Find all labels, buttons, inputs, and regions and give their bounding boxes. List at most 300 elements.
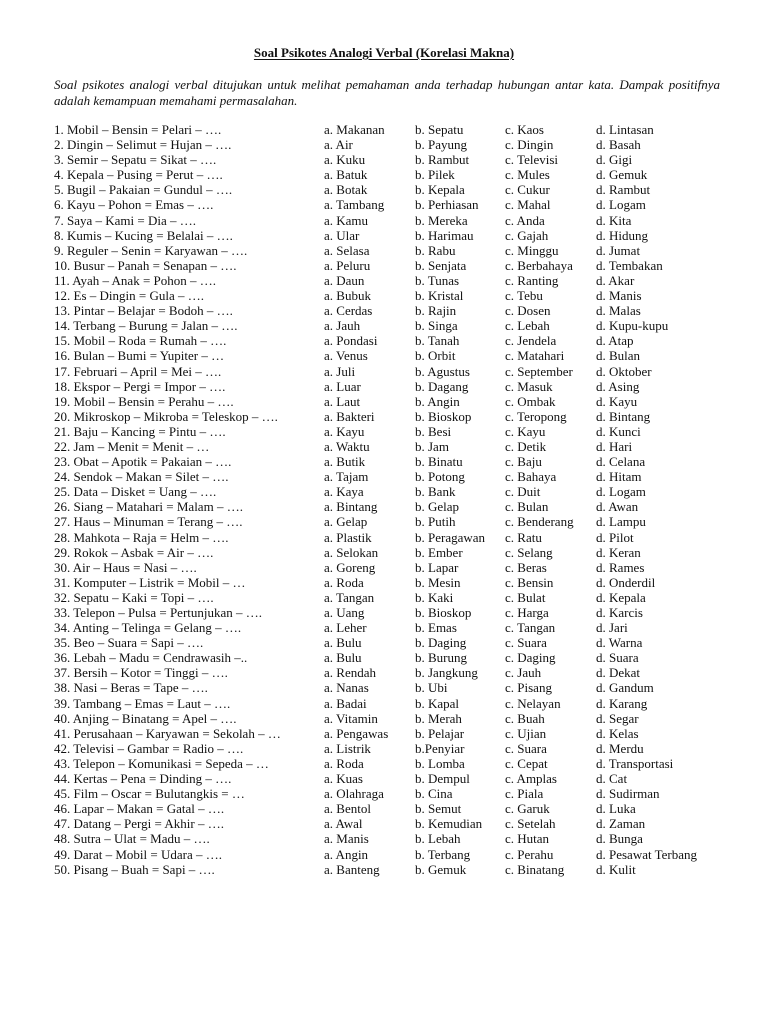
option-a: a. Pondasi — [324, 333, 378, 349]
question-text: 27. Haus – Minuman = Terang – …. — [54, 514, 243, 530]
question-text: 2. Dingin – Selimut = Hujan – …. — [54, 137, 232, 153]
option-a: a. Luar — [324, 378, 361, 394]
option-d: d. Pilot — [596, 529, 634, 545]
option-a: a. Kuas — [324, 771, 363, 787]
option-b: b. Semut — [415, 801, 462, 817]
option-c: c. Binatang — [505, 861, 565, 877]
option-b: b. Tunas — [415, 272, 460, 288]
question-row — [0, 726, 768, 741]
option-b: b. Binatu — [415, 454, 463, 470]
option-a: a. Roda — [324, 574, 364, 590]
option-d: d. Dekat — [596, 665, 641, 681]
option-d: d. Awan — [596, 499, 639, 515]
option-b: b. Pelajar — [415, 725, 465, 741]
option-b: b. Potong — [415, 469, 465, 485]
option-c: c. Amplas — [505, 771, 557, 787]
option-d: d. Akar — [596, 272, 635, 288]
option-b: b. Besi — [415, 423, 452, 439]
option-d: d. Kulit — [596, 861, 636, 877]
question-text: 23. Obat – Apotik = Pakaian – …. — [54, 454, 232, 470]
option-c: c. Mahal — [505, 197, 551, 213]
question-text: 22. Jam – Menit = Menit – … — [54, 438, 210, 454]
option-d: d. Rambut — [596, 182, 651, 198]
option-c: c. Berbahaya — [505, 257, 573, 273]
option-d: d. Keran — [596, 544, 641, 560]
option-a: a. Banteng — [324, 861, 380, 877]
option-d: d. Rames — [596, 559, 645, 575]
question-text: 36. Lebah – Madu = Cendrawasih –.. — [54, 650, 248, 666]
option-d: d. Bulan — [596, 348, 641, 364]
option-c: c. Setelah — [505, 816, 556, 832]
option-a: a. Leher — [324, 620, 367, 636]
question-row — [0, 831, 768, 846]
option-a: a. Kayu — [324, 423, 365, 439]
option-c: c. Matahari — [505, 348, 565, 364]
question-text: 9. Reguler – Senin = Karyawan – …. — [54, 242, 248, 258]
option-d: d. Manis — [596, 288, 642, 304]
option-b: b. Agustus — [415, 363, 470, 379]
option-c: c. Detik — [505, 438, 547, 454]
option-c: c. Baju — [505, 454, 542, 470]
option-d: d. Basah — [596, 137, 641, 153]
question-text: 46. Lapar – Makan = Gatal – …. — [54, 801, 225, 817]
option-b: b. Dempul — [415, 771, 470, 787]
question-row — [0, 771, 768, 786]
question-row — [0, 258, 768, 273]
question-row — [0, 862, 768, 877]
option-b: b. Gelap — [415, 499, 460, 515]
question-row — [0, 801, 768, 816]
question-row — [0, 665, 768, 680]
option-b: b. Daging — [415, 635, 467, 651]
option-c: c. Jendela — [505, 333, 557, 349]
question-row — [0, 575, 768, 590]
question-row — [0, 379, 768, 394]
question-row — [0, 711, 768, 726]
option-c: c. Jauh — [505, 665, 542, 681]
option-a: a. Plastik — [324, 529, 372, 545]
option-d: d. Oktober — [596, 363, 652, 379]
option-d: d. Pesawat Terbang — [596, 846, 698, 862]
option-d: d. Gigi — [596, 152, 633, 168]
option-c: c. Perahu — [505, 846, 554, 862]
option-b: b. Lebah — [415, 831, 461, 847]
option-d: d. Luka — [596, 801, 636, 817]
question-text: 24. Sendok – Makan = Silet – …. — [54, 469, 229, 485]
option-c: c. Anda — [505, 212, 545, 228]
option-d: d. Gandum — [596, 680, 654, 696]
option-d: d. Onderdil — [596, 574, 656, 590]
option-c: c. Cukur — [505, 182, 550, 198]
option-d: d. Asing — [596, 378, 640, 394]
option-b: b.Penyiar — [415, 740, 465, 756]
option-d: d. Kepala — [596, 589, 646, 605]
question-row — [0, 122, 768, 137]
option-a: a. Jauh — [324, 318, 361, 334]
option-c: c. Garuk — [505, 801, 550, 817]
option-a: a. Kuku — [324, 152, 366, 168]
question-row — [0, 424, 768, 439]
option-c: c. Nelayan — [505, 695, 561, 711]
question-text: 16. Bulan – Bumi = Yupiter – … — [54, 348, 225, 364]
option-a: a. Juli — [324, 363, 356, 379]
question-text: 12. Es – Dingin = Gula – …. — [54, 288, 204, 304]
option-b: b. Perhiasan — [415, 197, 479, 213]
question-text: 40. Anjing – Binatang = Apel – …. — [54, 710, 237, 726]
option-b: b. Cina — [415, 786, 453, 802]
question-text: 5. Bugil – Pakaian = Gundul – …. — [54, 182, 233, 198]
question-text: 30. Air – Haus = Nasi – …. — [54, 559, 197, 575]
option-a: a. Selokan — [324, 544, 379, 560]
question-list — [0, 122, 768, 877]
option-d: d. Kita — [596, 212, 632, 228]
intro-paragraph: Soal psikotes analogi verbal ditujukan untuk melihat pemahaman anda terhadap hubungan antar kata. Dampak positifnya adalah kemampuan memahami permasalahan. — [54, 77, 720, 108]
option-b: b. Peragawan — [415, 529, 486, 545]
option-a: a. Listrik — [324, 740, 371, 756]
question-row — [0, 243, 768, 258]
question-text: 25. Data – Disket = Uang – …. — [54, 484, 217, 500]
option-a: a. Bentol — [324, 801, 371, 817]
option-b: b. Kaki — [415, 589, 454, 605]
option-d: d. Hari — [596, 438, 633, 454]
option-a: a. Vitamin — [324, 710, 378, 726]
question-text: 34. Anting – Telinga = Gelang – …. — [54, 620, 242, 636]
question-row — [0, 620, 768, 635]
question-row — [0, 137, 768, 152]
question-row — [0, 680, 768, 695]
option-b: b. Jam — [415, 438, 449, 454]
option-a: a. Tajam — [324, 469, 369, 485]
question-text: 3. Semir – Sepatu = Sikat – …. — [54, 152, 217, 168]
option-b: b. Kapal — [415, 695, 460, 711]
question-text: 21. Baju – Kancing = Pintu – …. — [54, 423, 226, 439]
option-b: b. Burung — [415, 650, 467, 666]
option-c: c. Benderang — [505, 514, 574, 530]
question-row — [0, 605, 768, 620]
option-d: d. Kayu — [596, 393, 638, 409]
option-c: c. Tangan — [505, 620, 556, 636]
question-row — [0, 228, 768, 243]
option-c: c. Suara — [505, 635, 547, 651]
question-row — [0, 847, 768, 862]
question-text: 13. Pintar – Belajar = Bodoh – …. — [54, 303, 233, 319]
document-title: Soal Psikotes Analogi Verbal (Korelasi Makna) — [253, 45, 515, 60]
option-a: a. Selasa — [324, 242, 370, 258]
option-c: c. Harga — [505, 605, 549, 620]
option-b: b. Emas — [415, 620, 457, 636]
option-d: d. Karang — [596, 695, 648, 711]
option-c: c. Pisang — [505, 680, 552, 696]
option-d: d. Lintasan — [596, 122, 654, 137]
question-text: 26. Siang – Matahari = Malam – …. — [54, 499, 243, 515]
option-c: c. Piala — [505, 786, 544, 802]
option-b: b. Pilek — [415, 167, 455, 183]
question-row — [0, 484, 768, 499]
option-b: b. Bioskop — [415, 408, 472, 424]
question-text: 49. Darat – Mobil = Udara – …. — [54, 846, 222, 862]
question-text: 50. Pisang – Buah = Sapi – …. — [54, 861, 215, 877]
option-b: b. Bank — [415, 484, 456, 500]
option-b: b. Lapar — [415, 559, 459, 575]
option-c: c. Masuk — [505, 378, 553, 394]
option-d: d. Celana — [596, 454, 646, 470]
question-row — [0, 530, 768, 545]
option-d: d. Hitam — [596, 469, 642, 485]
question-row — [0, 197, 768, 212]
question-row — [0, 454, 768, 469]
option-d: d. Sudirman — [596, 786, 660, 802]
option-b: b. Rambut — [415, 152, 470, 168]
option-d: d. Kunci — [596, 423, 641, 439]
option-d: d. Transportasi — [596, 755, 674, 771]
question-row — [0, 650, 768, 665]
option-b: b. Jangkung — [415, 665, 478, 681]
option-d: d. Merdu — [596, 740, 644, 756]
option-c: c. Kayu — [505, 423, 546, 439]
option-c: c. Lebah — [505, 318, 550, 334]
option-d: d. Karcis — [596, 605, 643, 620]
option-a: a. Daun — [324, 272, 365, 288]
option-c: c. Duit — [505, 484, 541, 500]
question-row — [0, 741, 768, 756]
question-row — [0, 167, 768, 182]
option-a: a. Butik — [324, 454, 366, 470]
option-b: b. Kristal — [415, 288, 464, 304]
question-row — [0, 439, 768, 454]
option-d: d. Bintang — [596, 408, 651, 424]
question-text: 8. Kumis – Kucing = Belalai – …. — [54, 227, 233, 243]
option-b: b. Bioskop — [415, 605, 472, 620]
option-c: c. Tebu — [505, 288, 543, 304]
option-c: c. Selang — [505, 544, 553, 560]
option-c: c. September — [505, 363, 573, 379]
question-text: 31. Komputer – Listrik = Mobil – … — [54, 574, 246, 590]
question-row — [0, 635, 768, 650]
option-a: a. Peluru — [324, 257, 371, 273]
option-a: a. Uang — [324, 605, 365, 620]
option-b: b. Rajin — [415, 303, 457, 319]
option-d: d. Malas — [596, 303, 641, 319]
option-b: b. Putih — [415, 514, 456, 530]
option-a: a. Ular — [324, 227, 360, 243]
option-a: a. Kamu — [324, 212, 369, 228]
option-a: a. Bulu — [324, 635, 362, 651]
question-text: 15. Mobil – Roda = Rumah – …. — [54, 333, 227, 349]
question-text: 19. Mobil – Bensin = Perahu – …. — [54, 393, 234, 409]
question-row — [0, 364, 768, 379]
option-c: c. Televisi — [505, 152, 559, 168]
option-d: d. Kupu-kupu — [596, 318, 669, 334]
question-text: 42. Televisi – Gambar = Radio – …. — [54, 740, 244, 756]
option-a: a. Tangan — [324, 589, 375, 605]
option-c: c. Bensin — [505, 574, 554, 590]
option-b: b. Senjata — [415, 257, 467, 273]
question-row — [0, 756, 768, 771]
option-a: a. Kaya — [324, 484, 364, 500]
option-d: d. Logam — [596, 197, 646, 213]
question-text: 32. Sepatu – Kaki = Topi – …. — [54, 589, 214, 605]
option-c: c. Beras — [505, 559, 547, 575]
question-row — [0, 514, 768, 529]
option-a: a. Goreng — [324, 559, 376, 575]
option-a: a. Batuk — [324, 167, 368, 183]
question-text: 39. Tambang – Emas = Laut – …. — [54, 695, 231, 711]
question-text: 38. Nasi – Beras = Tape – …. — [54, 680, 208, 696]
option-a: a. Cerdas — [324, 303, 373, 319]
question-row — [0, 499, 768, 514]
option-b: b. Singa — [415, 318, 458, 334]
question-text: 14. Terbang – Burung = Jalan – …. — [54, 318, 238, 334]
option-a: a. Gelap — [324, 514, 368, 530]
option-a: a. Tambang — [324, 197, 385, 213]
question-text: 37. Bersih – Kotor = Tinggi – …. — [54, 665, 228, 681]
question-row — [0, 333, 768, 348]
question-text: 18. Ekspor – Pergi = Impor – …. — [54, 378, 226, 394]
option-d: d. Cat — [596, 771, 628, 787]
option-a: a. Bulu — [324, 650, 362, 666]
question-text: 6. Kayu – Pohon = Emas – …. — [54, 197, 214, 213]
option-a: a. Venus — [324, 348, 368, 364]
question-text: 43. Telepon – Komunikasi = Sepeda – … — [54, 755, 269, 771]
option-b: b. Rabu — [415, 242, 456, 258]
option-c: c. Ratu — [505, 529, 542, 545]
question-row — [0, 786, 768, 801]
option-b: b. Lomba — [415, 755, 465, 771]
question-text: 45. Film – Oscar = Bulutangkis = … — [54, 786, 245, 802]
question-text: 28. Mahkota – Raja = Helm – …. — [54, 529, 229, 545]
option-a: a. Botak — [324, 182, 368, 198]
option-d: d. Suara — [596, 650, 639, 666]
option-c: c. Bulan — [505, 499, 549, 515]
question-row — [0, 696, 768, 711]
question-row — [0, 318, 768, 333]
question-row — [0, 182, 768, 197]
option-b: b. Ubi — [415, 680, 448, 696]
question-text: 11. Ayah – Anak = Pohon – …. — [54, 272, 217, 288]
option-c: c. Ombak — [505, 393, 556, 409]
option-a: a. Bubuk — [324, 288, 371, 304]
question-row — [0, 152, 768, 167]
question-text: 47. Datang – Pergi = Akhir – …. — [54, 816, 224, 832]
option-b: b. Mereka — [415, 212, 468, 228]
question-row — [0, 348, 768, 363]
option-b: b. Kepala — [415, 182, 465, 198]
option-a: a. Nanas — [324, 680, 369, 696]
option-b: b. Kemudian — [415, 816, 483, 832]
option-b: b. Orbit — [415, 348, 456, 364]
option-d: d. Kelas — [596, 725, 639, 741]
question-row — [0, 560, 768, 575]
question-text: 10. Busur – Panah = Senapan – …. — [54, 257, 237, 273]
option-a: a. Roda — [324, 755, 364, 771]
option-b: b. Payung — [415, 137, 467, 153]
option-c: c. Hutan — [505, 831, 550, 847]
option-a: a. Laut — [324, 393, 361, 409]
option-a: a. Olahraga — [324, 786, 384, 802]
option-a: a. Bakteri — [324, 408, 375, 424]
option-a: a. Makanan — [324, 122, 385, 137]
question-text: 1. Mobil – Bensin = Pelari – …. — [54, 122, 222, 137]
option-a: a. Rendah — [324, 665, 376, 681]
option-d: d. Tembakan — [596, 257, 663, 273]
option-c: c. Ranting — [505, 272, 559, 288]
question-row — [0, 469, 768, 484]
question-text: 41. Perusahaan – Karyawan = Sekolah – … — [54, 725, 281, 741]
question-text: 7. Saya – Kami = Dia – …. — [54, 212, 197, 228]
option-d: d. Jari — [596, 620, 628, 636]
question-text: 4. Kepala – Pusing = Perut – …. — [54, 167, 223, 183]
option-a: a. Air — [324, 137, 353, 153]
option-d: d. Logam — [596, 484, 646, 500]
question-row — [0, 273, 768, 288]
option-d: d. Lampu — [596, 514, 646, 530]
option-a: a. Manis — [324, 831, 369, 847]
question-row — [0, 288, 768, 303]
option-b: b. Dagang — [415, 378, 469, 394]
option-d: d. Gemuk — [596, 167, 648, 183]
option-d: d. Bunga — [596, 831, 643, 847]
question-text: 17. Februari – April = Mei – …. — [54, 363, 222, 379]
option-d: d. Atap — [596, 333, 634, 349]
option-b: b. Mesin — [415, 574, 461, 590]
option-b: b. Angin — [415, 393, 460, 409]
option-c: c. Kaos — [505, 122, 544, 137]
question-row — [0, 213, 768, 228]
option-d: d. Jumat — [596, 242, 641, 258]
option-c: c. Dingin — [505, 137, 554, 153]
option-a: a. Waktu — [324, 438, 370, 454]
option-d: d. Zaman — [596, 816, 646, 832]
option-a: a. Angin — [324, 846, 369, 862]
option-b: b. Harimau — [415, 227, 474, 243]
option-c: c. Gajah — [505, 227, 549, 243]
question-text: 48. Sutra – Ulat = Madu – …. — [54, 831, 210, 847]
option-d: d. Segar — [596, 710, 639, 726]
option-c: c. Bahaya — [505, 469, 557, 485]
option-c: c. Cepat — [505, 755, 548, 771]
option-b: b. Gemuk — [415, 861, 467, 877]
option-c: c. Daging — [505, 650, 556, 666]
question-text: 29. Rokok – Asbak = Air – …. — [54, 544, 214, 560]
question-row — [0, 394, 768, 409]
option-c: c. Suara — [505, 740, 547, 756]
option-a: a. Pengawas — [324, 725, 389, 741]
option-c: c. Teropong — [505, 408, 567, 424]
question-row — [0, 303, 768, 318]
question-text: 44. Kertas – Pena = Dinding – …. — [54, 771, 232, 787]
option-c: c. Buah — [505, 710, 545, 726]
option-b: b. Ember — [415, 544, 463, 560]
option-d: d. Warna — [596, 635, 643, 651]
option-b: b. Terbang — [415, 846, 471, 862]
option-a: a. Badai — [324, 695, 367, 711]
option-b: b. Merah — [415, 710, 462, 726]
option-a: a. Bintang — [324, 499, 378, 515]
question-row — [0, 816, 768, 831]
option-b: b. Sepatu — [415, 122, 464, 137]
question-text: 20. Mikroskop – Mikroba = Teleskop – …. — [54, 408, 278, 424]
option-c: c. Mules — [505, 167, 550, 183]
question-text: 35. Beo – Suara = Sapi – …. — [54, 635, 204, 651]
question-text: 33. Telepon – Pulsa = Pertunjukan – …. — [54, 605, 263, 620]
option-c: c. Bulat — [505, 589, 546, 605]
question-row — [0, 590, 768, 605]
option-c: c. Ujian — [505, 725, 547, 741]
question-row — [0, 409, 768, 424]
option-d: d. Hidung — [596, 227, 648, 243]
option-c: c. Dosen — [505, 303, 551, 319]
question-row — [0, 545, 768, 560]
